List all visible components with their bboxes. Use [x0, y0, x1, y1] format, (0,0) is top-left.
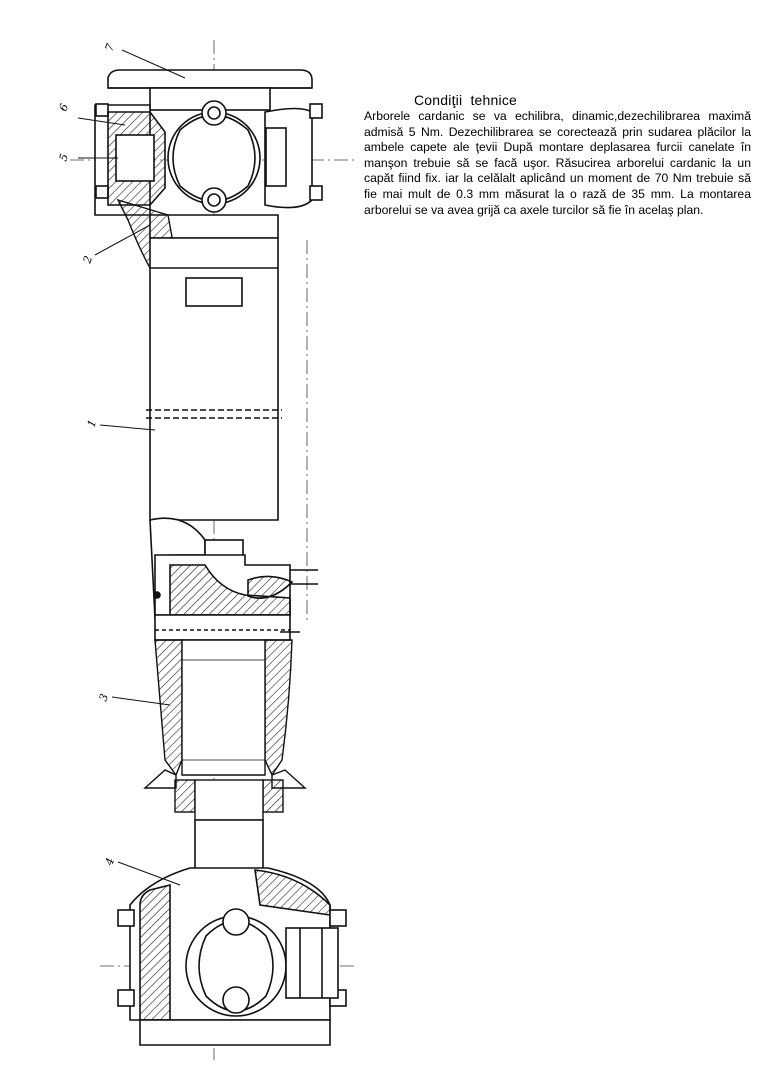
- label-7: 7: [102, 42, 118, 54]
- technical-conditions-title: Condiţii tehnice: [414, 92, 518, 108]
- spline-sleeve: [150, 518, 318, 640]
- label-4: 4: [102, 856, 118, 868]
- shaft-tube: [146, 238, 282, 520]
- seal-rings: [145, 770, 305, 820]
- label-6: 6: [56, 102, 72, 114]
- label-5: 5: [56, 152, 72, 164]
- technical-conditions-text: Arborele cardanic se va echilibra, dinamic,dezechilibrarea maximă admisă 5 Nm. Dezechilibrarea se corectează prin sudarea plăcilor la ambele capete ale ţevii După montare deplasarea furcii canelate în manşon trebuie să se facă uşor. Răsucirea arborelui cardanic la un capăt fiind fix. iar la celălalt aplicând un moment de 70 Nm trebuie să fie mai mult de 0.3 mm măsurat la o rază de 35 mm. La montarea arborelui se va avea grijă ca axele turcilor să fie în acelaş plan.: [364, 109, 751, 217]
- sleeve-section: [155, 640, 292, 775]
- label-1: 1: [84, 418, 100, 430]
- spline-shaft: [195, 820, 263, 870]
- bottom-universal-joint: [118, 868, 346, 1045]
- label-2: 2: [80, 254, 96, 266]
- label-3: 3: [96, 692, 112, 704]
